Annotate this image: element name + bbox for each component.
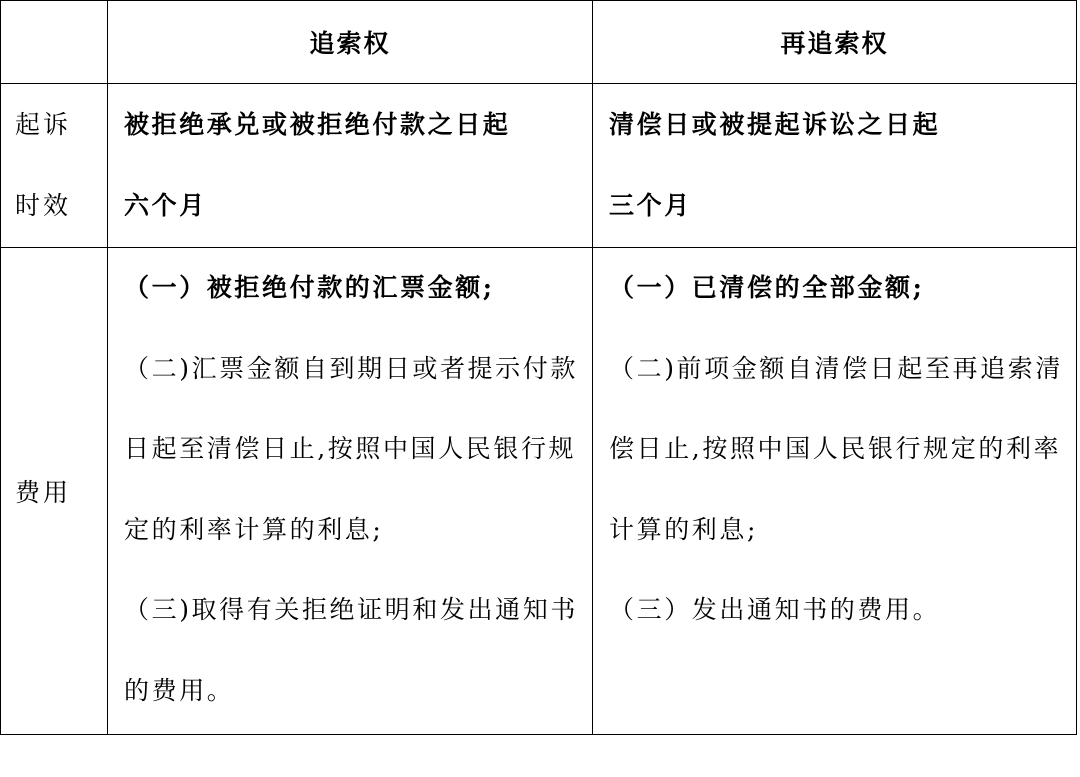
costs-re-recourse-item: （三）发出通知书的费用。 (609, 595, 941, 624)
costs-re-recourse-cell (593, 248, 1077, 735)
costs-re-recourse-item: （一）已清偿的全部金额; (609, 273, 925, 302)
header-recourse: 追索权 (108, 1, 593, 84)
limitation-recourse-line1: 被拒绝承兑或被拒绝付款之日起 (124, 110, 511, 139)
costs-recourse-item: （一）被拒绝付款的汇票金额; (124, 273, 495, 302)
table-row-costs (1, 248, 1077, 735)
row-label-line: 时效 (15, 191, 72, 220)
costs-recourse-item: （二)汇票金额自到期日或者提示付款日起至清偿日止,按照中国人民银行规定的利率计算的利息; (124, 353, 578, 544)
table-row-limitation (1, 84, 1077, 248)
row-label-line: 起诉 (15, 110, 72, 139)
costs-recourse-item: （三)取得有关拒绝证明和发出通知书的费用。 (124, 595, 578, 705)
limitation-re-recourse-line1: 清偿日或被提起诉讼之日起 (609, 110, 941, 139)
limitation-re-recourse-line2: 三个月 (609, 191, 692, 220)
table-header-row (1, 1, 1077, 84)
header-blank-cell (1, 1, 108, 84)
limitation-recourse-line2: 六个月 (124, 191, 207, 220)
limitation-re-recourse-cell (593, 84, 1077, 248)
costs-recourse-cell (108, 248, 593, 735)
row-label-costs: 费用 (1, 248, 108, 735)
costs-re-recourse-item: （二)前项金额自清偿日起至再追索清偿日止,按照中国人民银行规定的利率计算的利息; (609, 353, 1063, 544)
header-re-recourse: 再追索权 (593, 1, 1077, 84)
row-label-limitation (1, 84, 108, 248)
limitation-recourse-cell (108, 84, 593, 248)
